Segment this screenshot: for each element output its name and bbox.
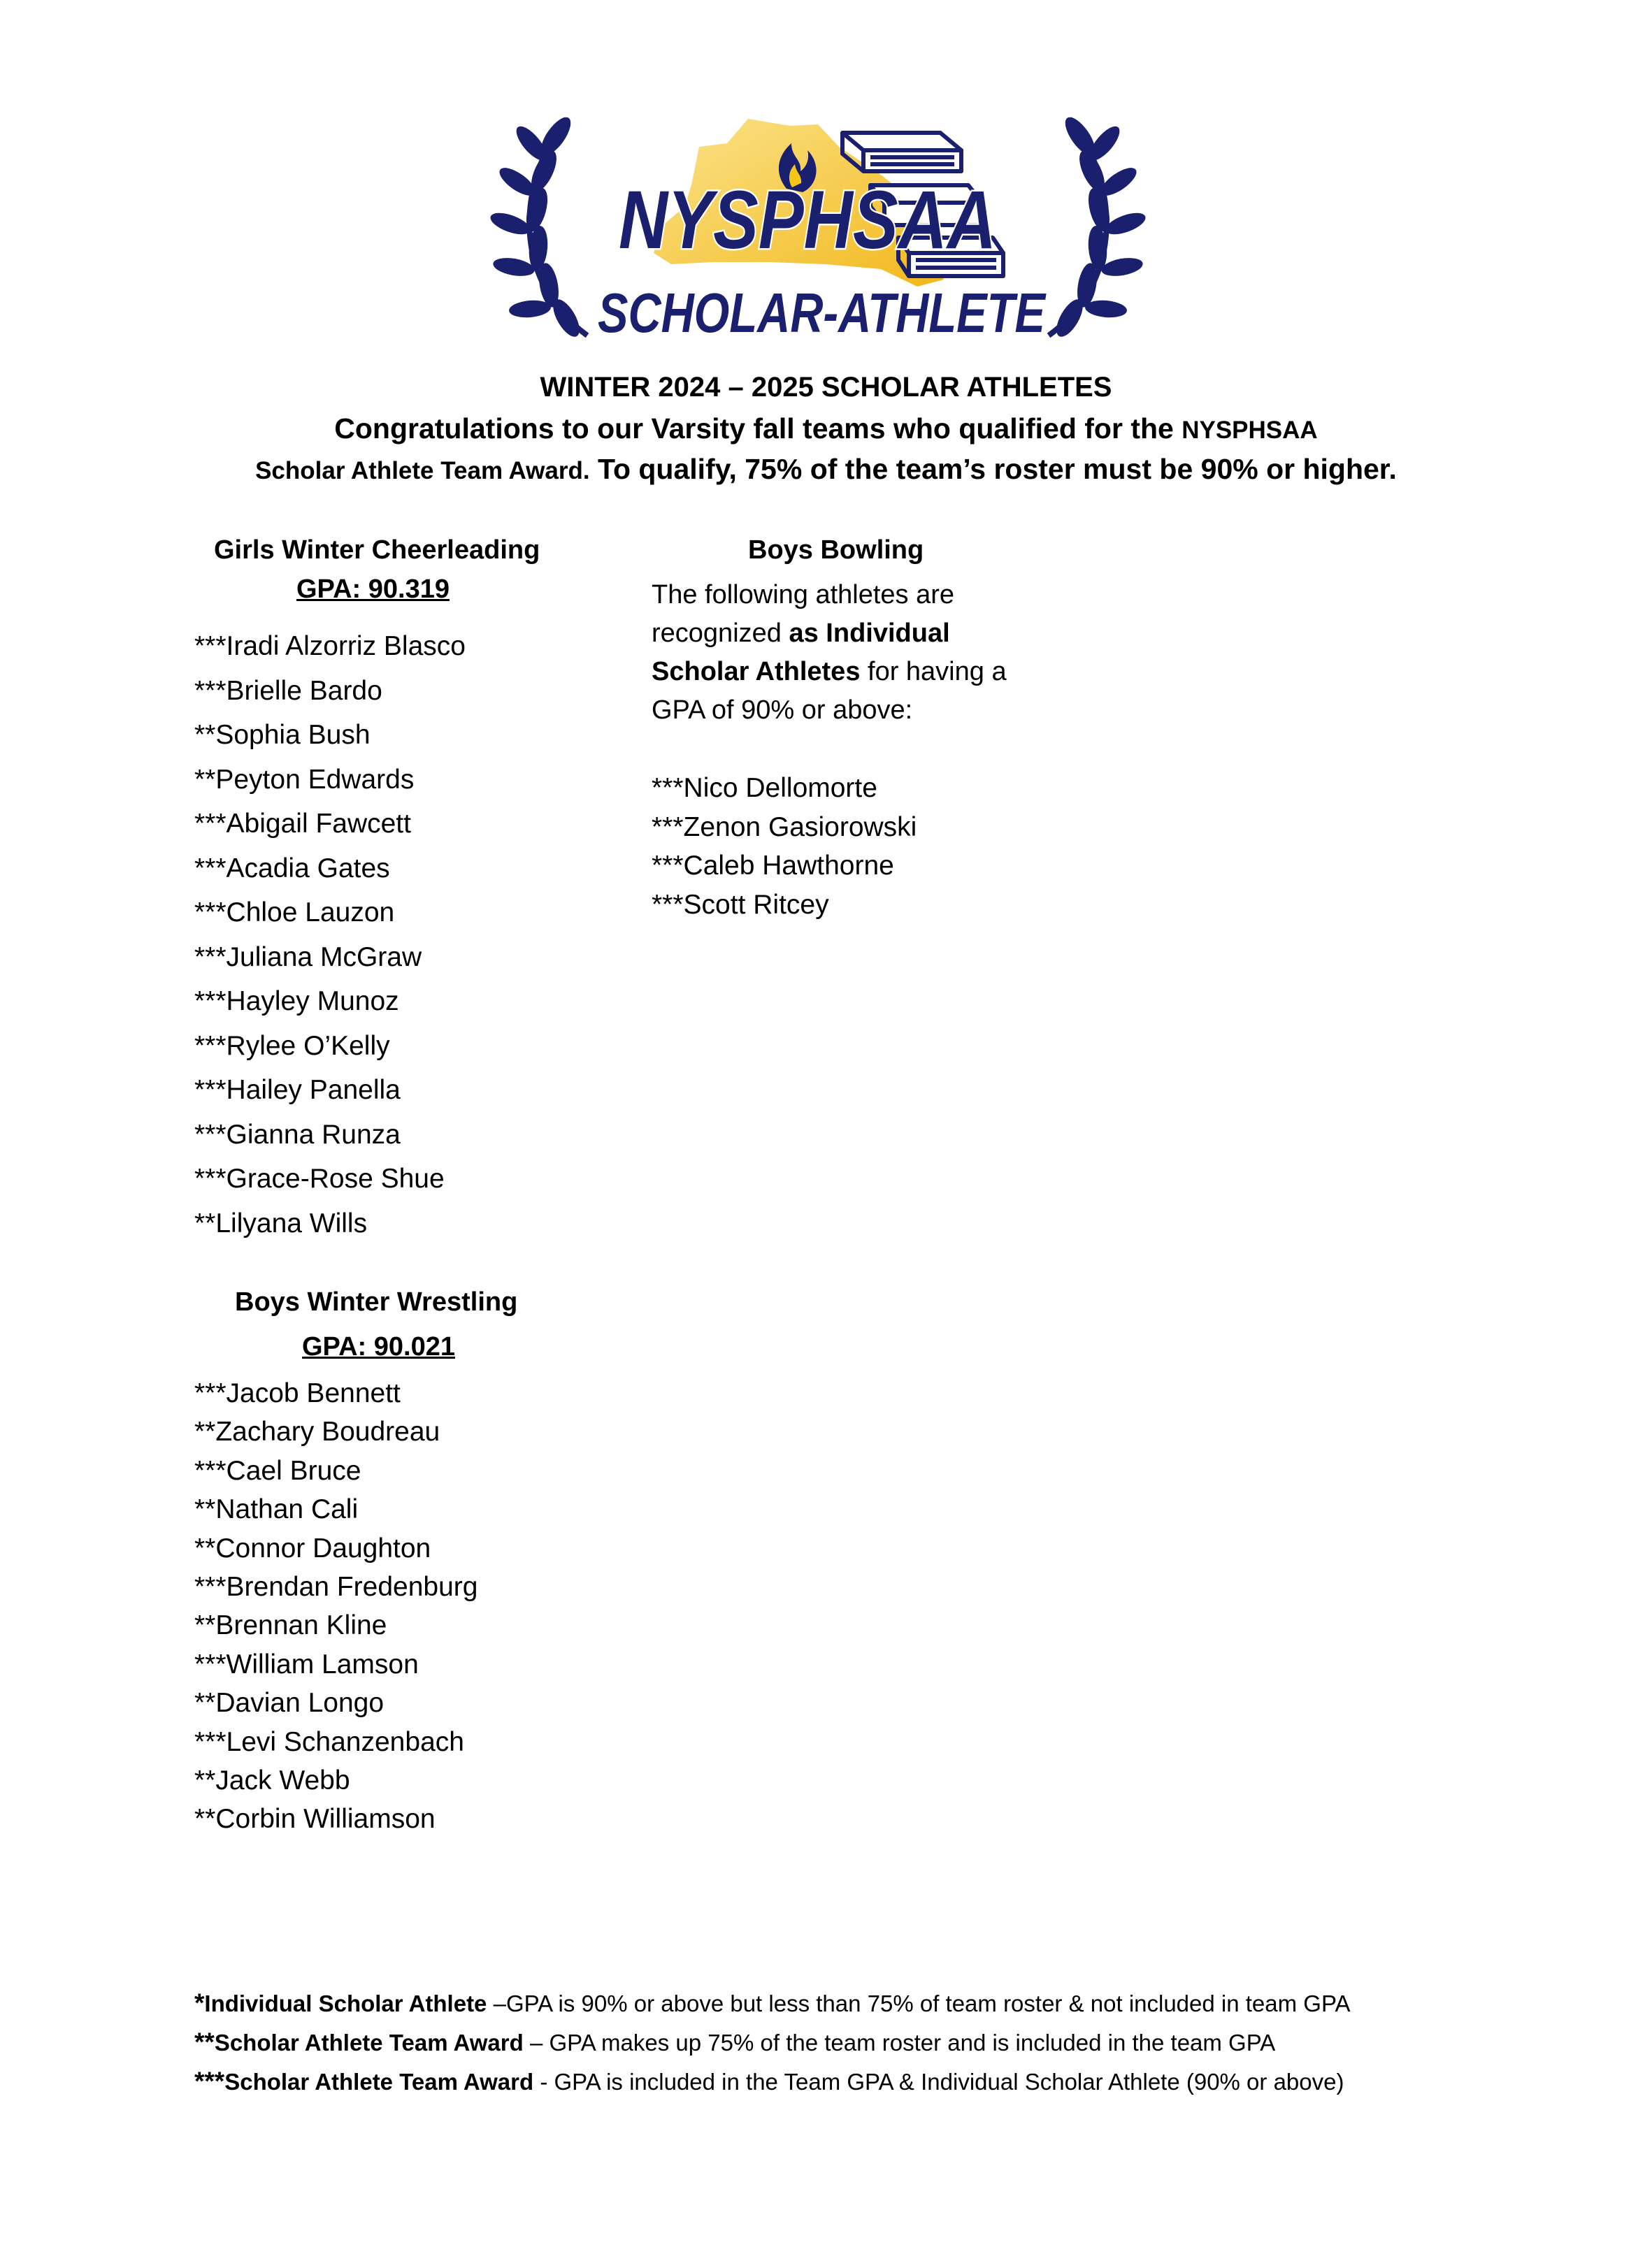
athlete-item: ***William Lamson: [194, 1649, 419, 1680]
athlete-item: ***Acadia Gates: [194, 853, 390, 883]
logo-tagline-text: SCHOLAR-ATHLETE: [598, 282, 1047, 344]
logo-brand-text: NYSPHSAA: [619, 174, 996, 266]
legend-label: Scholar Athlete Team Award: [214, 2030, 524, 2056]
athlete-item: ***Nico Dellomorte: [652, 773, 877, 803]
bowling-description: [652, 576, 1043, 730]
athlete-item: ***Scott Ritcey: [652, 889, 829, 920]
athlete-item: **Nathan Cali: [194, 1494, 359, 1525]
legend-text: –GPA is 90% or above but less than 75% of team roster & not included in team GPA: [487, 1991, 1351, 2016]
bowling-desc-start: The following athletes are recognized: [652, 580, 955, 648]
athlete-item: ***Rylee O’Kelly: [194, 1030, 390, 1061]
athlete-item: ***Caleb Hawthorne: [652, 851, 894, 881]
wrestling-athlete-list: [194, 1374, 477, 1839]
legend-label: Scholar Athlete Team Award: [224, 2069, 534, 2095]
legend-star: ***: [194, 2067, 225, 2095]
cheer-gpa: GPA: 90.319: [296, 575, 450, 604]
athlete-item: **Sophia Bush: [194, 720, 371, 750]
qualify-line: [0, 453, 1652, 486]
athlete-item: ***Grace-Rose Shue: [194, 1164, 445, 1194]
wrestling-title: Boys Winter Wrestling: [235, 1287, 518, 1317]
bowling-title: Boys Bowling: [748, 535, 924, 565]
athlete-item: ***Hayley Munoz: [194, 986, 399, 1016]
bowling-athlete-list: [652, 769, 917, 924]
cheer-title: Girls Winter Cheerleading: [214, 535, 540, 565]
bowling-desc-end: for having a GPA of 90% or above:: [652, 657, 1007, 725]
cheer-athlete-list: [194, 624, 466, 1245]
athlete-item: ***Cael Bruce: [194, 1455, 361, 1486]
athlete-item: **Lilyana Wills: [194, 1208, 368, 1238]
legend-team-award: [194, 2028, 1275, 2057]
athlete-item: ***Jacob Bennett: [194, 1378, 401, 1408]
athlete-item: ***Brendan Fredenburg: [194, 1571, 478, 1602]
legend-label: Individual Scholar Athlete: [204, 1991, 487, 2016]
athlete-item: **Brennan Kline: [194, 1610, 387, 1641]
legend-text: – GPA makes up 75% of the team roster and is included in the team GPA: [523, 2030, 1276, 2056]
qualify-award: Scholar Athlete Team Award.: [255, 457, 590, 484]
legend-star: **: [194, 2028, 215, 2056]
athlete-item: ***Abigail Fawcett: [194, 809, 411, 839]
laurel-right-icon: [1049, 113, 1147, 340]
legend-team-and-individual: [194, 2067, 1344, 2096]
athlete-item: ***Levi Schanzenbach: [194, 1726, 464, 1757]
page-title: WINTER 2024 – 2025 SCHOLAR ATHLETES: [540, 372, 1112, 403]
athlete-item: **Corbin Williamson: [194, 1804, 436, 1835]
congrats-org: NYSPHSAA: [1181, 417, 1318, 444]
legend-individual: [194, 1988, 1351, 2018]
athlete-item: ***Chloe Lauzon: [194, 897, 395, 927]
legend-text: - GPA is included in the Team GPA & Individual Scholar Athlete (90% or above): [533, 2069, 1344, 2095]
congratulations-line: [0, 412, 1652, 445]
athlete-item: ***Brielle Bardo: [194, 675, 382, 706]
athlete-item: **Peyton Edwards: [194, 764, 415, 795]
athlete-item: ***Zenon Gasiorowski: [652, 811, 917, 842]
athlete-item: ***Hailey Panella: [194, 1075, 401, 1105]
qualify-text: To qualify, 75% of the team’s roster must be 90% or higher.: [589, 453, 1397, 485]
athlete-item: **Zachary Boudreau: [194, 1417, 440, 1447]
laurel-left-icon: [489, 113, 587, 340]
athlete-item: **Davian Longo: [194, 1688, 385, 1719]
wrestling-gpa: GPA: 90.021: [302, 1332, 455, 1361]
athlete-item: ***Iradi Alzorriz Blasco: [194, 631, 466, 661]
nysphsaa-logo: [489, 105, 1147, 370]
athlete-item: ***Juliana McGraw: [194, 941, 422, 972]
athlete-item: ***Gianna Runza: [194, 1119, 401, 1150]
athlete-item: **Connor Daughton: [194, 1533, 431, 1563]
congrats-text: Congratulations to our Varsity fall teams who qualified for the: [334, 412, 1182, 445]
bowling-desc-bold: as Individual Scholar Athletes: [652, 619, 950, 686]
athlete-item: **Jack Webb: [194, 1765, 350, 1796]
legend-star: *: [194, 1988, 205, 2017]
